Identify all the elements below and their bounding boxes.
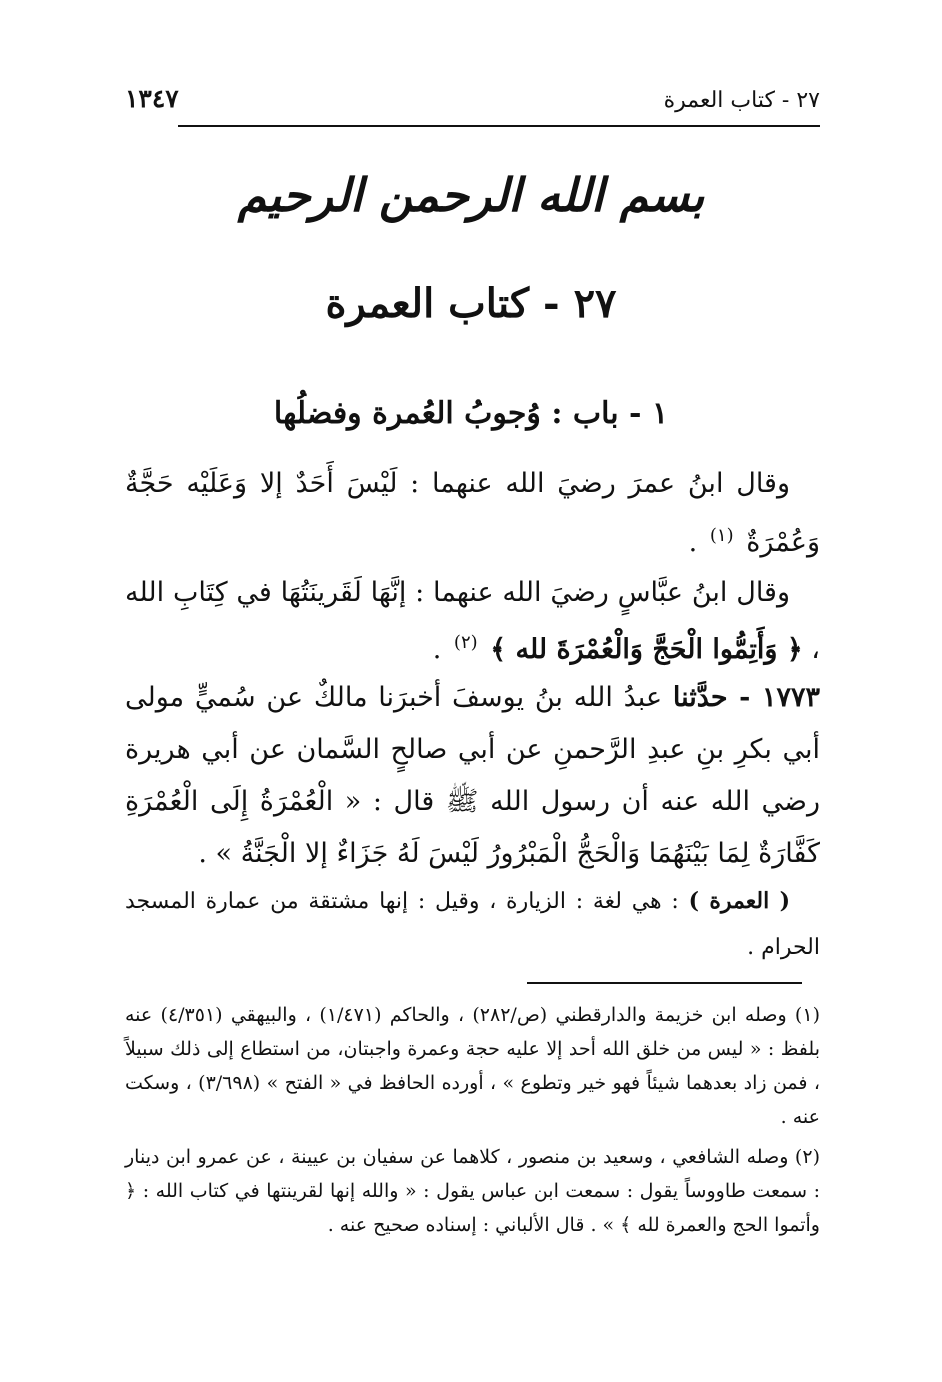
hadith-paragraph	[125, 672, 820, 880]
quran-quote: ﴿ وَأَتِمُّوا الْحَجَّ وَالْعُمْرَةَ لله ﴾	[490, 634, 803, 665]
gloss-text: : هي لغة : الزيارة ، وقيل : إنها مشتقة من عمارة المسجد الحرام .	[125, 889, 820, 960]
footnotes	[125, 998, 820, 1248]
running-header	[125, 78, 820, 118]
footnote-2: (٢) وصله الشافعي ، وسعيد بن منصور ، كلاهما عن سفيان بن عيينة ، عن عمرو ابن دينار : سمعت طاووساً يقول : سمعت ابن عباس يقول : « والله إنها لقرينتها في كتاب الله : ﴿ وأتموا الحج والعمرة لله ﴾ » . قال الألباني : إسناده صحيح عنه .	[125, 1146, 820, 1236]
page-number: ١٣٤٧	[125, 84, 179, 113]
paragraph-ibn-abbas	[125, 568, 820, 675]
chapter-title: ٢٧ - كتاب العمرة	[325, 280, 617, 327]
footnote-reference: (٢)	[453, 632, 478, 653]
paragraph-text: وقال ابنُ عبَّاسٍ رضيَ الله عنهما : إنَّهَا لَقَرينَتُهَا في كِتَابِ الله ،	[125, 577, 820, 665]
footnote-reference: (١)	[709, 525, 734, 546]
footnote-divider	[527, 982, 802, 984]
running-chapter-title: ٢٧ - كتاب العمرة	[663, 88, 820, 113]
sentence-end: .	[432, 634, 442, 665]
header-divider	[178, 125, 820, 127]
sentence-end: .	[688, 527, 698, 558]
gloss-paragraph	[125, 878, 820, 971]
hadith-number: ١٧٧٣ - حدَّثنا	[672, 682, 820, 713]
gloss-term: ( العمرة )	[688, 888, 791, 914]
footnote-1: (١) وصله ابن خزيمة والدارقطني (ص/٢٨٢) ، والحاكم (١/٤٧١) ، والبيهقي (٤/٣٥١) عنه بلفظ : « ليس من خلق الله أحد إلا عليه حجة وعمرة واجبتان، من استطاع إلى ذلك سبيلاً ، فمن زاد بعدهما شيئاً فهو خير وتطوع » ، أورده الحافظ في « الفتح » (٣/٦٩٨) ، وسكت عنه .	[125, 1004, 820, 1128]
paragraph-ibn-umar	[125, 458, 820, 569]
paragraph-text: وقال ابنُ عمرَ رضيَ الله عنهما : لَيْسَ أَحَدٌ إلا وَعَلَيْه حَجَّةٌ وَعُمْرَةٌ	[125, 468, 820, 558]
hadith-text: عبدُ الله بنُ يوسفَ أخبرَنا مالكٌ عن سُميٍّ مولى أبي بكرِ بنِ عبدِ الرَّحمنِ عن أبي صالحٍ السَّمان عن أبي هريرة رضي الله عنه أن رسول الله ﷺ قال : « الْعُمْرَةُ إِلَى الْعُمْرَةِ كَفَّارَةٌ لِمَا بَيْنَهُمَا وَالْحَجُّ الْمَبْرُورُ لَيْسَ لَهُ جَزَاءٌ إلا الْجَنَّةُ » .	[125, 682, 820, 869]
basmala-calligraphy: بسم الله الرحمن الرحيم	[237, 168, 705, 222]
section-heading: ١ - باب : وُجوبُ العُمرة وفضلُها	[273, 396, 669, 431]
